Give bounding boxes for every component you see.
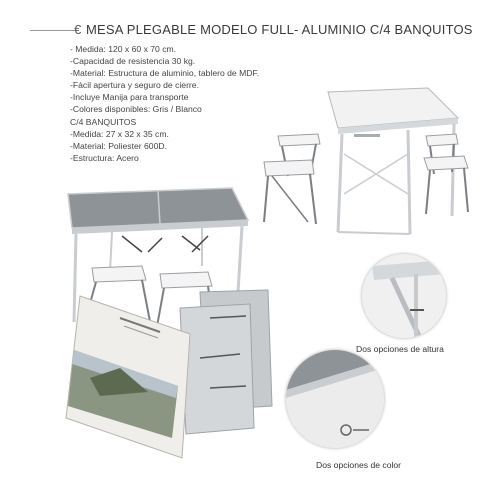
spec-line: -Fácil apertura y seguro de cierre.: [70, 80, 199, 91]
spec-line: -Estructura: Acero: [70, 152, 139, 163]
page-title: MESA PLEGABLE MODELO FULL- ALUMINIO C/4 BANQUITOS: [86, 22, 473, 37]
header-mark: €: [74, 22, 82, 37]
spec-line: - Medida: 120 x 60 x 70 cm.: [70, 44, 177, 54]
header-rule: [30, 30, 74, 31]
spec-line: C/4 BANQUITOS: [70, 116, 137, 127]
spec-line: -Capacidad de resistencia 30 kg.: [70, 56, 196, 67]
color-swatch-detail-icon: [286, 350, 384, 448]
height-caption: Dos opciones de altura: [356, 344, 444, 354]
spec-line: -Medida: 27 x 32 x 35 cm.: [70, 128, 169, 139]
spec-line: -Material: Poliester 600D.: [70, 140, 167, 151]
color-detail: [286, 350, 384, 448]
leg-height-detail-icon: [362, 254, 446, 338]
white-table-with-stools-icon: [258, 84, 483, 244]
spec-line: -Colores disponibles: Gris / Blanco: [70, 104, 202, 115]
spec-line: -Material: Estructura de aluminio, tablero de MDF.: [70, 68, 260, 79]
spec-line: -Incluye Manija para transporte: [70, 92, 189, 103]
header: [30, 20, 490, 42]
product-box-icon: [60, 288, 280, 463]
height-detail: [362, 254, 446, 338]
color-caption: Dos opciones de color: [316, 460, 402, 470]
